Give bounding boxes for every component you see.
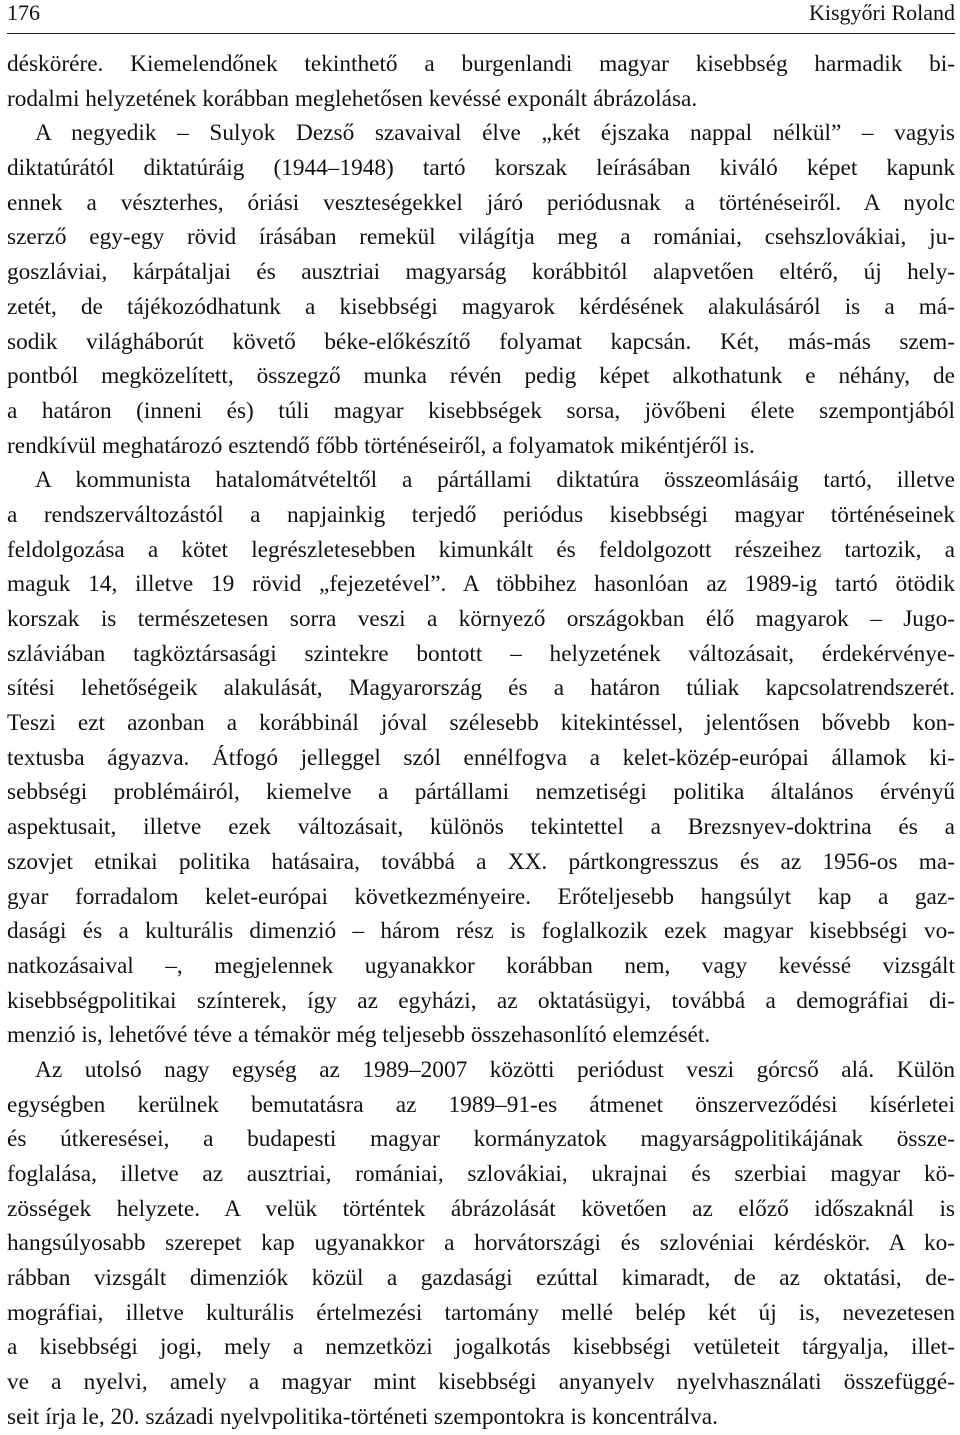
text-line: sebbségi problémáiról, kiemelve a pártállami nemzetiségi politika általános érvényű xyxy=(7,779,955,806)
text-line: goszláviai, kárpátaljai és ausztriai magyarság korábbitól alapvetően eltérő, új hely- xyxy=(7,259,955,286)
running-header xyxy=(7,0,955,36)
text-line: déskörére. Kiemelendőnek tekinthető a burgenlandi magyar kisebbség harmadik bi- xyxy=(7,51,955,77)
body-text xyxy=(7,47,955,1435)
text-line: hangsúlyosabb szerepet kap ugyanakkor a horvátországi és szlovéniai kérdéskör. A ko- xyxy=(7,1230,955,1257)
text-line: aspektusait, illetve ezek változásait, különös tekintettel a Brezsnyev-doktrina és a xyxy=(7,814,955,841)
text-line: zösségek helyzete. A velük történtek ábrázolását követően az előző időszaknál is xyxy=(7,1195,955,1222)
text-line: a határon (inneni és) túli magyar kisebbségek sorsa, jövőbeni élete szempontjából xyxy=(7,397,955,424)
header-rule xyxy=(7,33,955,34)
text-line: szláviában tagköztársasági szintekre bontott – helyzetének változásait, érdekérvénye- xyxy=(7,640,955,667)
text-line: ve a nyelvi, amely a magyar mint kisebbségi anyanyelv nyelvhasználati összefüggé- xyxy=(7,1369,955,1396)
text-line: pontból megközelített, összegző munka révén pedig képet alkothatunk e néhány, de xyxy=(7,363,955,390)
text-line: szerző egy-egy rövid írásában remekül világítja meg a romániai, csehszlovákiai, ju- xyxy=(7,224,955,251)
text-line: maguk 14, illetve 19 rövid „fejezetével”. A többihez hasonlóan az 1989-ig tartó ötödik xyxy=(7,571,955,598)
text-line: egységben kerülnek bemutatásra az 1989–91-es átmenet önszerveződési kísérletei xyxy=(7,1091,955,1118)
text-line: gyar forradalom kelet-európai következményeire. Erőteljesebb hangsúlyt kap a gaz- xyxy=(7,883,955,910)
text-line: rodalmi helyzetének korábban meglehetősen kevéssé exponált ábrázolása. xyxy=(7,85,698,112)
text-line: sítési lehetőségeik alakulását, Magyarország és a határon túliak kapcsolatrendszerét. xyxy=(7,675,955,702)
page-number: 176 xyxy=(7,0,40,25)
text-line: feldolgozása a kötet legrészletesebben kimunkált és feldolgozott részeihez tartozik, a xyxy=(7,536,955,563)
text-line: A kommunista hatalomátvételtől a pártállami diktatúra összeomlásáig tartó, illetve xyxy=(35,467,955,494)
text-line: sodik világháborút követő béke-előkészítő folyamat kapcsán. Két, más-más szem- xyxy=(7,328,955,355)
running-header-author: Kisgyőri Roland xyxy=(808,0,955,25)
text-line: menzió is, lehetővé téve a témakör még teljesebb összehasonlító elemzését. xyxy=(7,1022,711,1049)
text-line: rendkívül meghatározó esztendő főbb történéseiről, a folyamatok mikéntjéről is. xyxy=(7,432,755,459)
text-line: seit írja le, 20. századi nyelvpolitika-történeti szempontokra is koncentrálva. xyxy=(7,1403,718,1430)
text-line: és útkeresései, a budapesti magyar kormányzatok magyarságpolitikájának össze- xyxy=(7,1126,955,1153)
text-line: kisebbségpolitikai színterek, így az egyházi, az oktatásügyi, továbbá a demográfiai di- xyxy=(7,987,955,1014)
text-line: natkozásaival –, megjelennek ugyanakkor korábban nem, vagy kevéssé vizsgált xyxy=(7,952,955,979)
text-line: korszak is természetesen sorra veszi a környező országokban élő magyarok – Jugo- xyxy=(7,606,955,632)
text-line: diktatúrától diktatúráig (1944–1948) tartó korszak leírásában kiváló képet kapunk xyxy=(7,155,955,182)
text-line: rábban vizsgált dimenziók közül a gazdasági ezúttal kimaradt, de az oktatási, de- xyxy=(7,1265,955,1292)
text-line: A negyedik – Sulyok Dezső szavaival élve „két éjszaka nappal nélkül” – vagyis xyxy=(35,120,955,147)
text-line: mográfiai, illetve kulturális értelmezési tartomány mellé belép két új is, nevezetesen xyxy=(7,1299,955,1326)
text-line: szovjet etnikai politika hatásaira, továbbá a XX. pártkongresszus és az 1956-os ma- xyxy=(7,848,955,875)
text-line: zetét, de tájékozódhatunk a kisebbségi magyarok kérdésének alakulásáról is a má- xyxy=(7,293,955,320)
text-line: a kisebbségi jogi, mely a nemzetközi jogalkotás kisebbségi vetületeit tárgyalja, illet- xyxy=(7,1334,955,1361)
text-line: dasági és a kulturális dimenzió – három rész is foglalkozik ezek magyar kisebbségi vo- xyxy=(7,918,955,945)
text-line: Az utolsó nagy egység az 1989–2007 közötti periódust veszi górcső alá. Külön xyxy=(35,1056,955,1083)
text-line: Teszi ezt azonban a korábbinál jóval szélesebb kitekintéssel, jelentősen bővebb kon- xyxy=(7,710,955,737)
text-line: a rendszerváltozástól a napjainkig terjedő periódus kisebbségi magyar történéseinek xyxy=(7,501,955,528)
text-line: foglalása, illetve az ausztriai, romániai, szlovákiai, ukrajnai és szerbiai magyar kö- xyxy=(7,1161,955,1187)
text-line: textusba ágyazva. Átfogó jelleggel szól ennélfogva a kelet-közép-európai államok ki- xyxy=(7,744,955,771)
text-line: ennek a vészterhes, óriási veszteségekkel járó periódusnak a történéseiről. A nyolc xyxy=(7,189,955,216)
